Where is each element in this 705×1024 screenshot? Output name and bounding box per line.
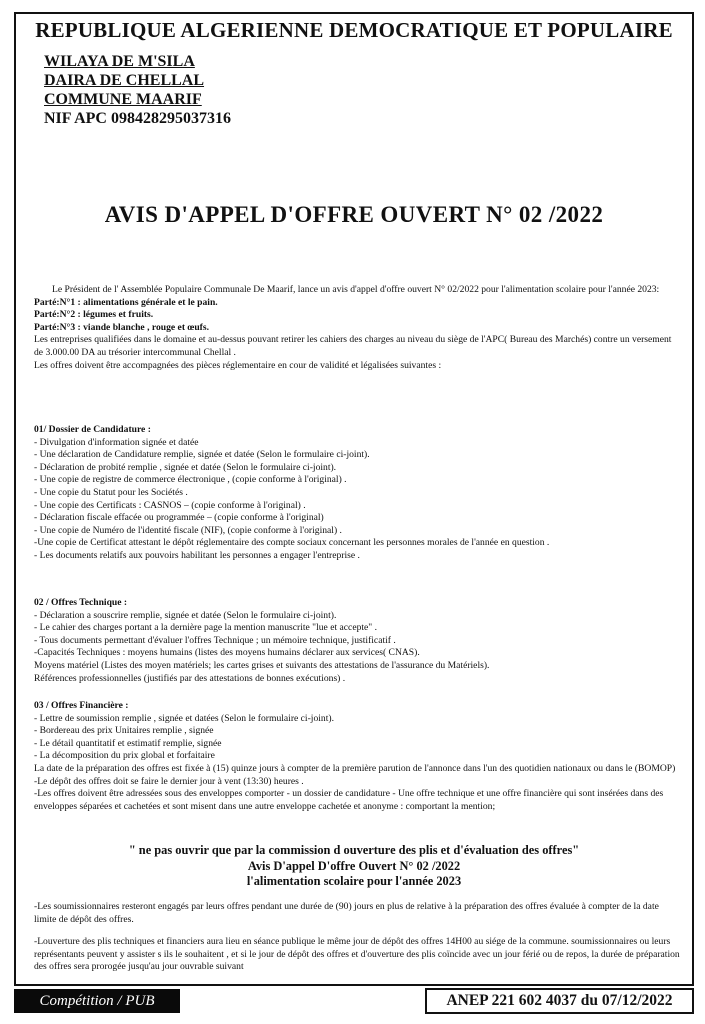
lot-2: Parté:N°2 : légumes et fruits.	[34, 309, 154, 321]
tail-block	[34, 901, 682, 974]
closing-line-2: Avis D'appel D'offre Ouvert N° 02 /2022	[247, 858, 461, 873]
wilaya-line: WILAYA DE M'SILA	[44, 53, 195, 70]
intro-paragraph-3: Les offres doivent être accompagnées des pièces réglementaire en cour de validité et légalisées suivantes :	[34, 359, 442, 371]
list-item: - Déclaration a souscrire remplie, signée et datée (Selon le formulaire ci-joint).	[34, 609, 337, 621]
section-title: 01/ Dossier de Candidature :	[34, 424, 151, 435]
list-item: - Le cahier des charges portant a la dernière page la mention manuscrite "lue et accepte" .	[34, 622, 378, 634]
republic-heading: REPUBLIQUE ALGERIENNE DEMOCRATIQUE ET POPULAIRE	[35, 18, 673, 42]
list-item: - Une copie des Certificats : CASNOS – (copie conforme à l'original) .	[34, 499, 306, 511]
list-item: -Une copie de Certificat attestant le dépôt réglementaire des compte sociaux concernant les personnes morales de l'année en question .	[34, 537, 550, 549]
tail-paragraph-2: -Louverture des plis techniques et financiers aura lieu en séance publique le même jour de dépôt des offres 14H00 au siége de la commune. soumissionnaires ou leurs représentants peuvent y assister s ils le souhaitent , et si le jour de dépôt des offres et d'ouverture des plis coïncide avec un jour férié ou de repos, la durée de préparation des offres sera prorogée jusqu'au jour ouvrable suivant	[34, 936, 680, 973]
list-item: Moyens matériel (Listes des moyen matériels; les cartes grises et suivants des attestations de l'assurance du Matériels).	[34, 659, 490, 671]
list-item: Références professionnelles (justifiés par des attestations de bonnes exécutions) .	[34, 672, 346, 684]
list-item: - Divulgation d'information signée et datée	[34, 436, 199, 448]
intro-block	[34, 284, 682, 372]
list-item: - Une copie de Numéro de l'identité fiscale (NIF), (copie conforme à l'original) .	[34, 524, 342, 536]
tail-paragraph-1: -Les soumissionnaires resteront engagés par leurs offres pendant une durée de (90) jours en plus de relative à la préparation des offres évaluée à compter de la date limite de dépôt des offres.	[34, 901, 659, 925]
list-item: - Les documents relatifs aux pouvoirs habilitant les personnes a engager l'entreprise .	[34, 549, 360, 561]
document-frame	[14, 12, 694, 986]
lot-3: Parté:N°3 : viande blanche , rouge et œufs.	[34, 321, 209, 333]
list-item: -Capacités Techniques : moyens humains (listes des moyens humains déclarer aux services( CNAS).	[34, 647, 420, 659]
notice-title: AVIS D'APPEL D'OFFRE OUVERT N° 02 /2022	[104, 202, 604, 227]
list-item: - La décomposition du prix global et forfaitaire	[34, 750, 215, 762]
list-item: - Déclaration de probité remplie , signée et datée (Selon le formulaire ci-joint).	[34, 461, 337, 473]
daira-line: DAIRA DE CHELLAL	[44, 72, 205, 89]
commune-line: COMMUNE MAARIF	[44, 91, 202, 108]
footer-anep-reference: ANEP 221 602 4037 du 07/12/2022	[425, 988, 694, 1014]
list-item: La date de la préparation des offres est fixée à (15) quinze jours à compter de la première parution de l'annonce dans l'un des quotidien nationaux ou dans le (BOMOP)	[34, 762, 676, 774]
closing-line-3: l'alimentation scolaire pour l'année 2023	[246, 874, 462, 888]
list-item: - Bordereau des prix Unitaires remplie , signée	[34, 725, 214, 737]
section-candidature	[34, 424, 682, 563]
section-title: 03 / Offres Financière :	[34, 700, 129, 711]
list-item: -Les offres doivent être adressées sous des enveloppes comporter - un dossier de candidature - Une offre technique et une offre financière qui sont insérées dans des enveloppes séparées et cachetées et sont misent dans une autre enveloppe cachetée et anonyme : comportant la mention;	[34, 788, 664, 812]
list-item: - Lettre de soumission remplie , signée et datées (Selon le formulaire ci-joint).	[34, 712, 334, 724]
section-title: 02 / Offres Technique :	[34, 597, 128, 608]
section-technique	[34, 597, 682, 685]
intro-paragraph-2: Les entreprises qualifiées dans le domaine et au-dessus pouvant retirer les cahiers des charges au niveau du siège de l'APC( Bureau des Marchés) contre un versement de 3.000.00 DA au trésorier intercommunal Chellal .	[34, 334, 672, 358]
list-item: - Déclaration fiscale effacée ou programmée – (copie conforme à l'original)	[34, 512, 324, 524]
intro-paragraph: Le Président de l' Assemblée Populaire Communale De Maarif, lance un avis d'appel d'offre ouvert N° 02/2022 pour l'alimentation scolaire pour l'année 2023:	[52, 284, 660, 295]
closing-block	[16, 843, 692, 890]
list-item: - Une copie de registre de commerce électronique , (copie conforme à l'original) .	[34, 474, 347, 486]
footer-publication-tag: Compétition / PUB	[14, 989, 180, 1013]
nif-line: NIF APC 098428295037316	[44, 110, 231, 127]
issuer-block	[44, 52, 231, 128]
closing-mention: " ne pas ouvrir que par la commission d ouverture des plis et d'évaluation des offres"	[128, 843, 580, 857]
list-item: - Une copie du Statut pour les Sociétés .	[34, 486, 188, 498]
list-item: - Tous documents permettant d'évaluer l'offres Technique ; un mémoire technique, justificatif .	[34, 634, 396, 646]
list-item: - Le détail quantitatif et estimatif remplie, signée	[34, 737, 222, 749]
list-item: -Le dépôt des offres doit se faire le dernier jour à vent (13:30) heures .	[34, 775, 304, 787]
list-item: - Une déclaration de Candidature remplie, signée et datée (Selon le formulaire ci-joint).	[34, 449, 370, 461]
lot-1: Parté:N°1 : alimentations générale et le pain.	[34, 296, 218, 308]
section-financiere	[34, 700, 682, 813]
